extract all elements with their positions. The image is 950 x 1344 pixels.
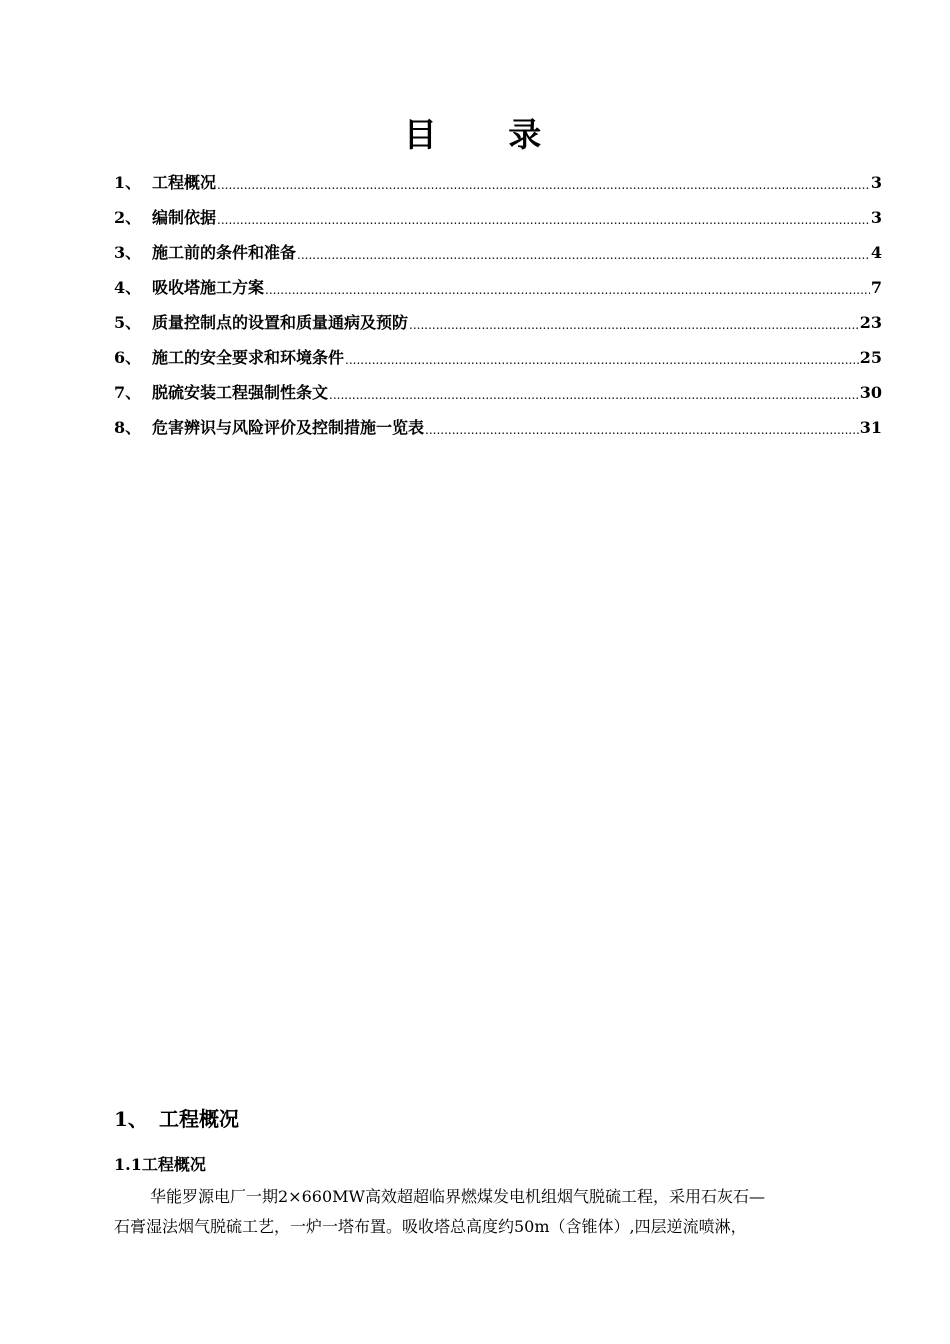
toc-entry-label: 工程概况 (152, 173, 217, 192)
toc-entry-number: 3、 (114, 243, 142, 262)
toc-entry-number: 5、 (114, 313, 142, 332)
paragraph-line: 华能罗源电厂一期2×660MW高效超超临界燃煤发电机组烟气脱硫工程，采用石灰石— (150, 1187, 765, 1206)
toc-leader-dots (297, 245, 870, 265)
toc-entry-page: 31 (859, 418, 882, 437)
section-heading (114, 1104, 239, 1134)
section-title: 工程概况 (159, 1107, 239, 1131)
toc-entry-number: 6、 (114, 348, 142, 367)
toc-entry[interactable] (114, 230, 882, 265)
toc-entry[interactable] (114, 335, 882, 370)
toc-entry[interactable] (114, 160, 882, 195)
toc-leader-dots (265, 280, 870, 300)
toc-entry-label: 吸收塔施工方案 (152, 278, 265, 297)
toc-entry-page: 30 (859, 383, 882, 402)
table-of-contents (114, 160, 882, 440)
toc-entry[interactable] (114, 300, 882, 335)
toc-entry[interactable] (114, 265, 882, 300)
toc-entry-number: 1、 (114, 173, 142, 192)
subsection-heading: 1.1工程概况 (114, 1155, 206, 1174)
paragraph-line: 石膏湿法烟气脱硫工艺，一炉一塔布置。吸收塔总高度约50m（含锥体）,四层逆流喷淋， (114, 1217, 747, 1236)
toc-leader-dots (425, 420, 859, 440)
toc-entry-page: 7 (870, 278, 882, 297)
toc-entry[interactable] (114, 405, 882, 440)
toc-entry-page: 25 (859, 348, 882, 367)
toc-entry-page: 23 (859, 313, 882, 332)
section-number: 1、 (114, 1107, 148, 1131)
toc-leader-dots (345, 350, 859, 370)
toc-entry-number: 4、 (114, 278, 142, 297)
toc-entry-label: 施工前的条件和准备 (152, 243, 297, 262)
toc-entry-page: 3 (870, 208, 882, 227)
toc-entry-number: 2、 (114, 208, 142, 227)
body-paragraph (114, 1182, 882, 1242)
toc-leader-dots (329, 385, 859, 405)
toc-entry[interactable] (114, 195, 882, 230)
toc-entry-label: 脱硫安装工程强制性条文 (152, 383, 329, 402)
toc-entry-page: 4 (870, 243, 882, 262)
toc-entry-label: 施工的安全要求和环境条件 (152, 348, 345, 367)
toc-entry-number: 7、 (114, 383, 142, 402)
toc-entry[interactable] (114, 370, 882, 405)
toc-entry-label: 编制依据 (152, 208, 217, 227)
toc-entry-label: 危害辨识与风险评价及控制措施一览表 (152, 418, 425, 437)
toc-entry-page: 3 (870, 173, 882, 192)
toc-leader-dots (409, 315, 859, 335)
toc-leader-dots (217, 210, 870, 230)
toc-entry-label: 质量控制点的设置和质量通病及预防 (152, 313, 409, 332)
toc-title: 目 录 (403, 115, 572, 154)
toc-leader-dots (217, 175, 870, 195)
toc-entry-number: 8、 (114, 418, 142, 437)
